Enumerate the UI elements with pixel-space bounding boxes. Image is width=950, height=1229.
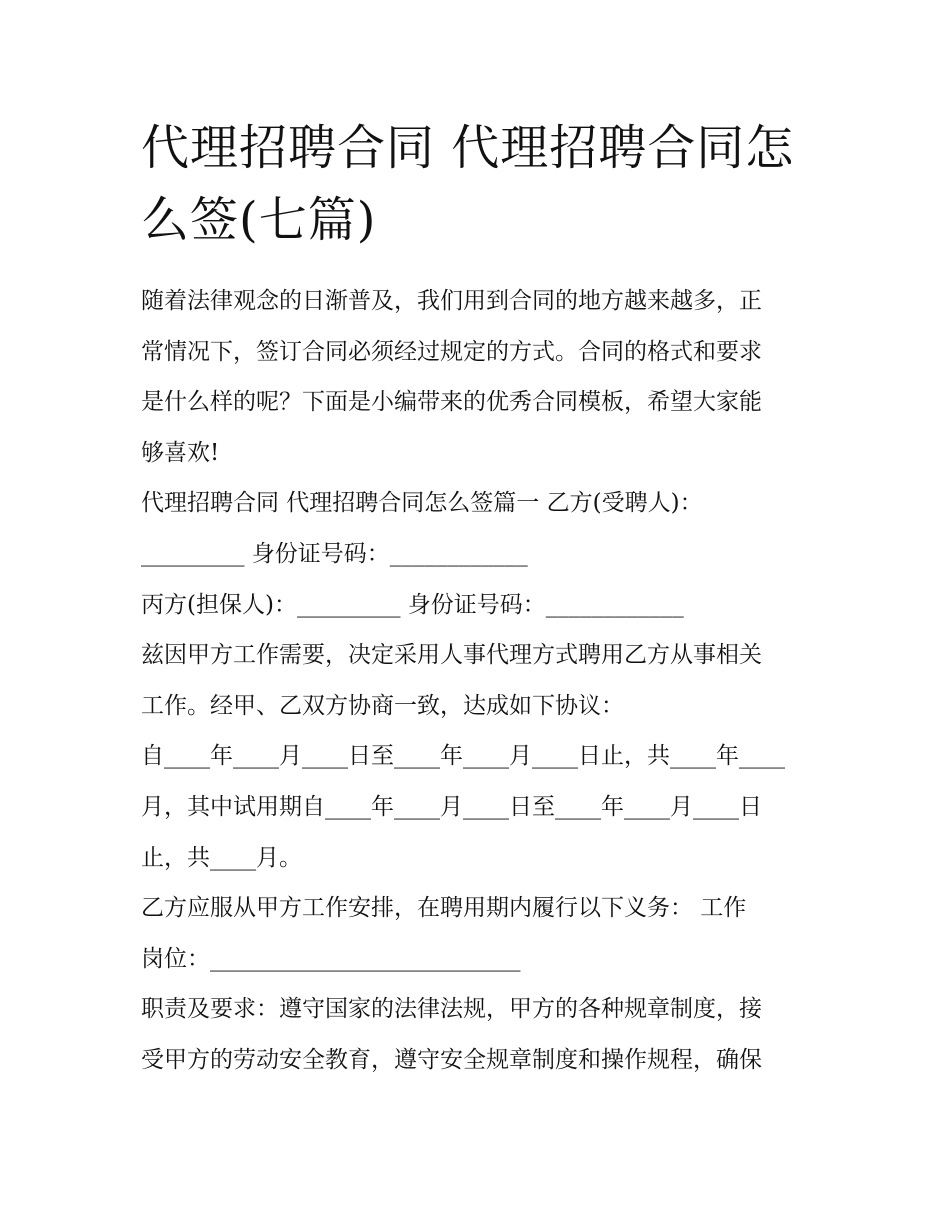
text-line: 丙方(担保人)：_________ 身份证号码：____________ [141, 591, 684, 618]
responsibilities-paragraph [141, 984, 821, 1085]
text-line: 随着法律观念的日渐普及，我们用到合同的地方越来越多，正 [141, 288, 762, 314]
text-line: 工作。经甲、乙双方协商一致，达成如下协议： [141, 692, 624, 719]
intro-paragraph [141, 276, 821, 478]
title-line-2: 么签(七篇) [141, 192, 377, 248]
text-line: 月，其中试用期自____年____月____日至____年____月____日 [141, 793, 762, 820]
term-paragraph [141, 731, 821, 883]
text-line: _________ 身份证号码：____________ [141, 540, 528, 567]
duties-paragraph [141, 883, 821, 984]
text-line: 岗位：___________________________ [141, 945, 521, 972]
text-line: 常情况下，签订合同必须经过规定的方式。合同的格式和要求 [141, 338, 762, 365]
party-b-paragraph [141, 478, 821, 579]
text-line: 止，共____月。 [141, 844, 302, 871]
text-line: 自____年____月____日至____年____月____日止，共____年____ [141, 743, 785, 770]
text-line: 够喜欢! [141, 439, 220, 466]
text-line: 受甲方的劳动安全教育，遵守安全规章制度和操作规程，确保 [141, 1046, 762, 1073]
document-body [141, 276, 821, 1086]
text-line: 职责及要求：遵守国家的法律法规，甲方的各种规章制度，接 [141, 996, 762, 1023]
text-line: 是什么样的呢？下面是小编带来的优秀合同模板，希望大家能 [141, 389, 762, 416]
party-c-paragraph [141, 580, 821, 631]
agreement-intro-paragraph [141, 630, 821, 731]
text-line: 兹因甲方工作需要，决定采用人事代理方式聘用乙方从事相关 [141, 642, 762, 669]
title-line-1: 代理招聘合同 代理招聘合同怎 [141, 120, 795, 176]
text-line: 代理招聘合同 代理招聘合同怎么签篇一 乙方(受聘人)： [141, 490, 703, 517]
document-title [141, 112, 831, 256]
text-line: 乙方应服从甲方工作安排，在聘用期内履行以下义务： 工作 [141, 895, 747, 922]
